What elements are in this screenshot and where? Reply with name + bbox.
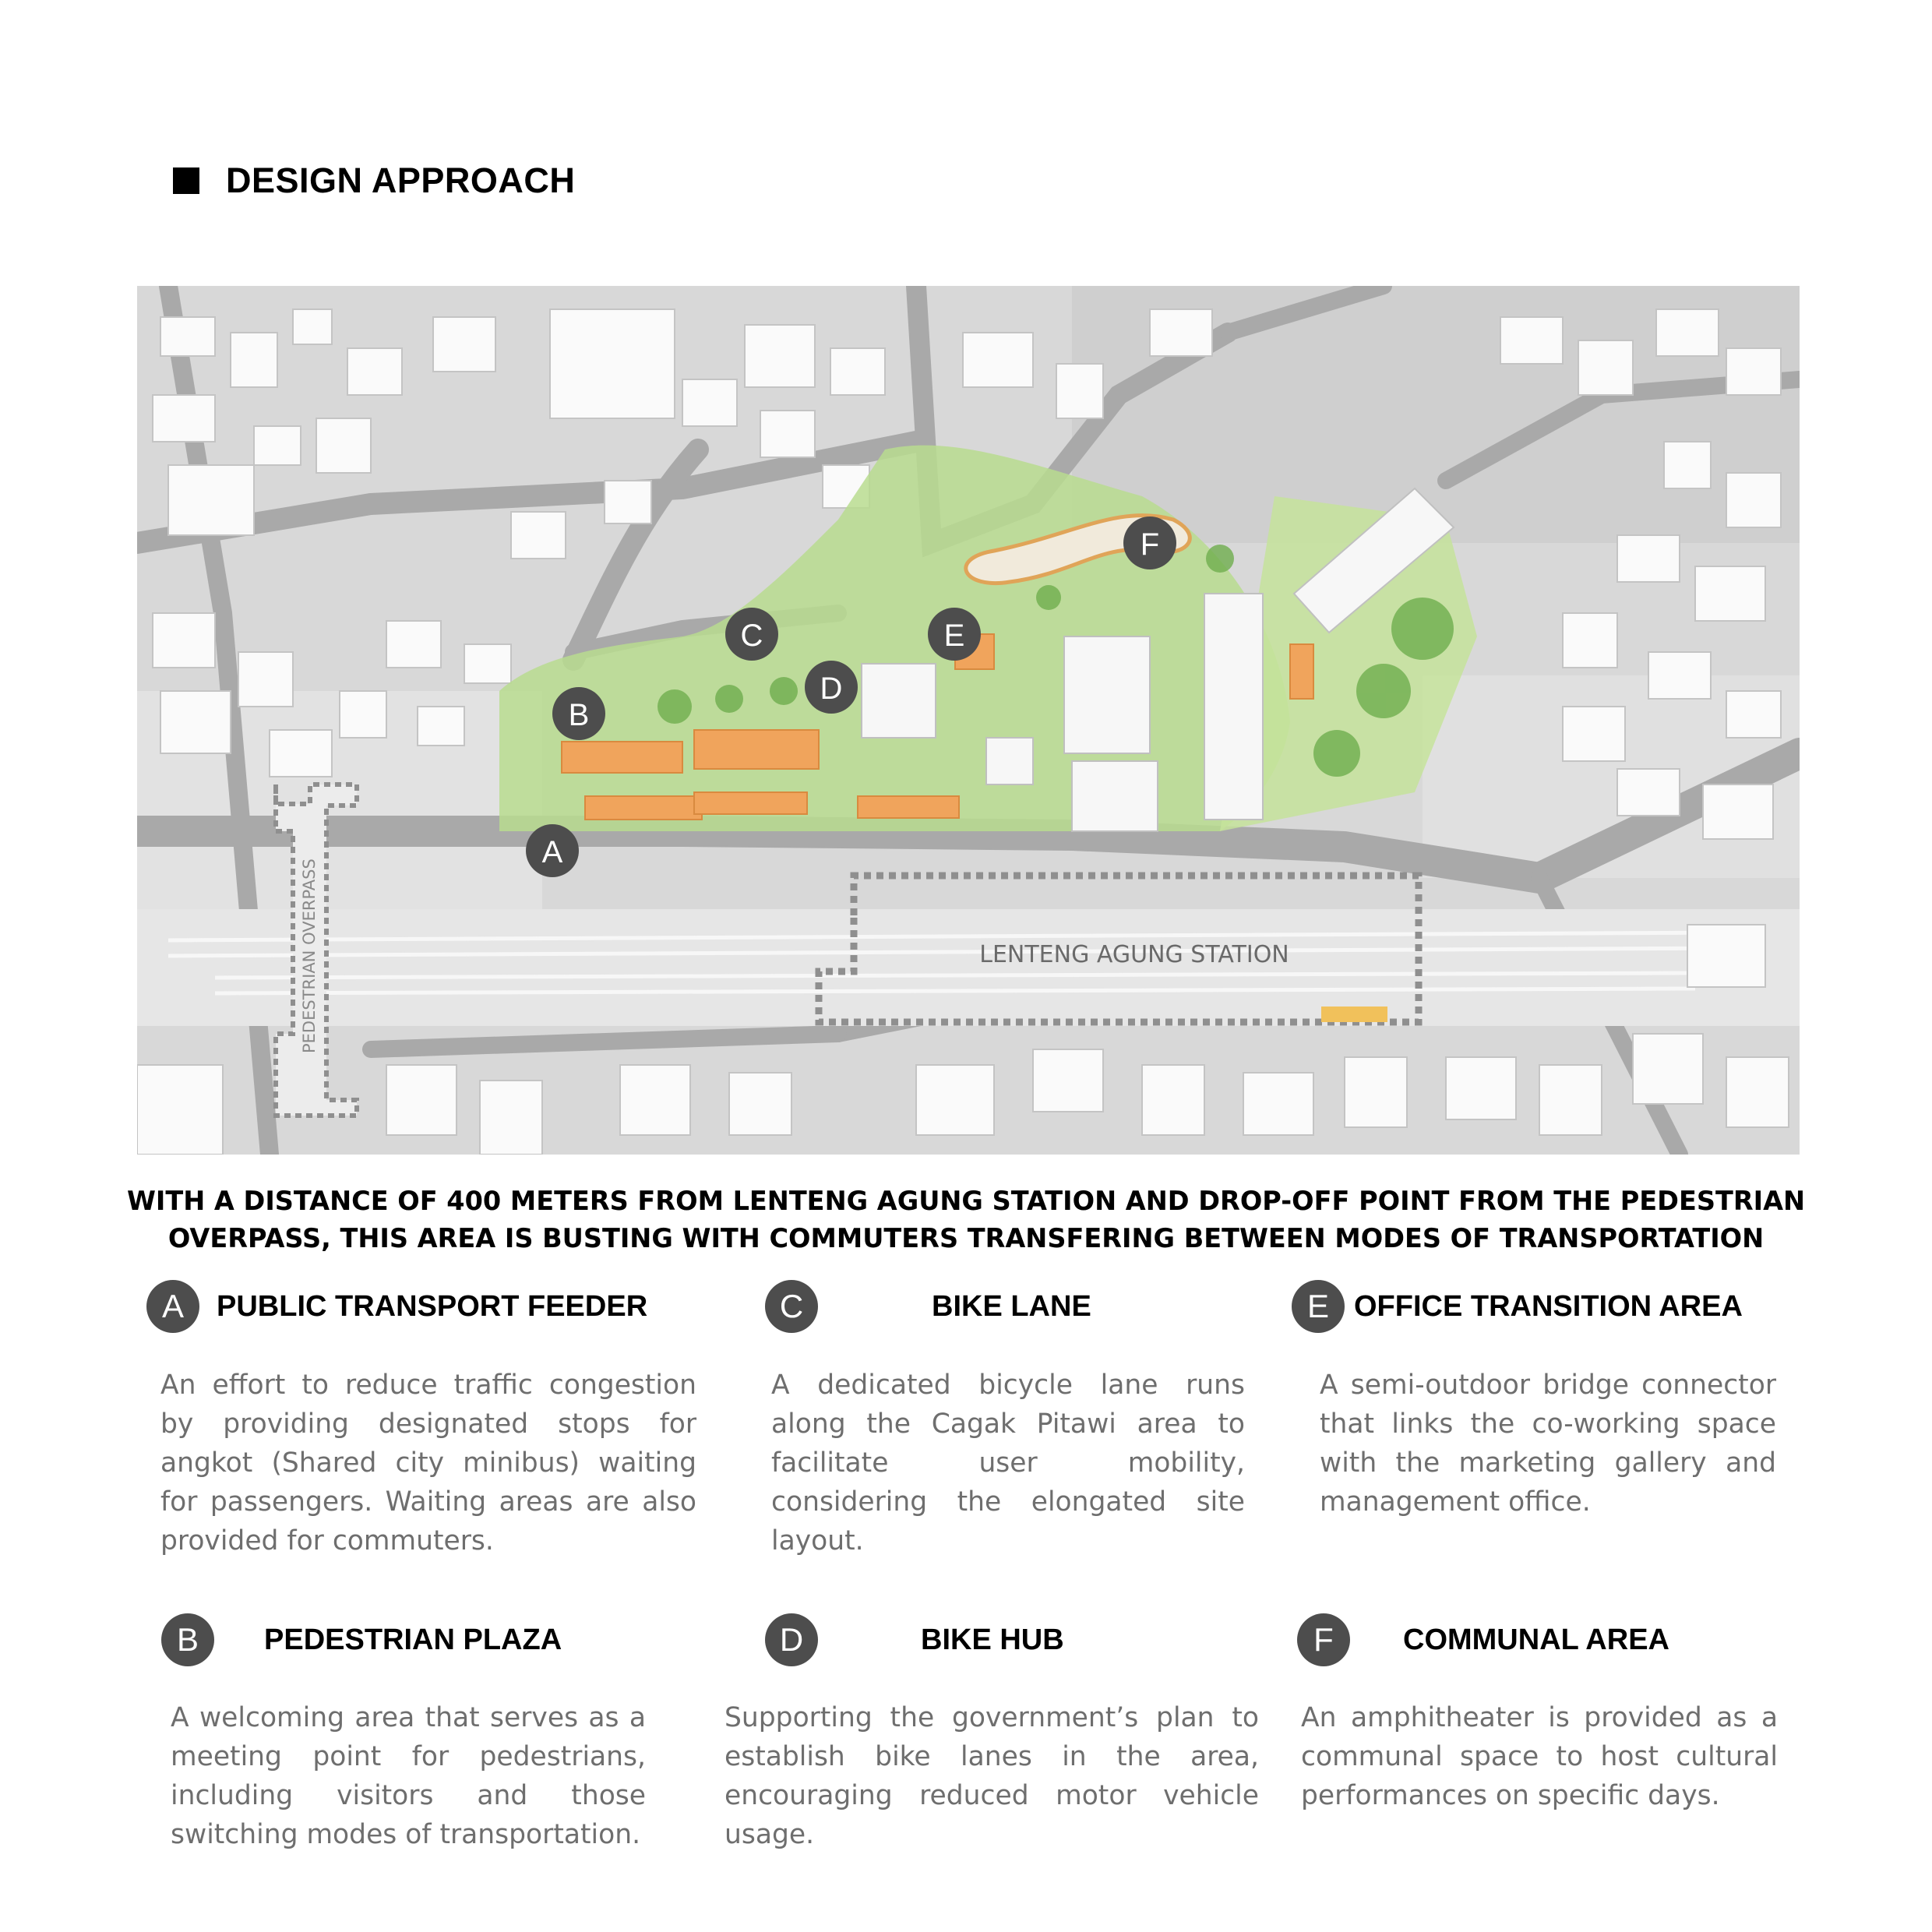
section-f-body: An amphitheater is provided as a communal space to host cultural performances on specific days. bbox=[1301, 1702, 1778, 1811]
section-e-badge: E bbox=[1292, 1280, 1345, 1333]
marker-f bbox=[1123, 516, 1176, 569]
overpass-label: PEDESTRIAN OVERPASS bbox=[300, 858, 319, 1053]
section-e-body: A semi-outdoor bridge connector that links the co-working space with the marketing gallery and management office. bbox=[1320, 1370, 1776, 1518]
section-b-badge: B bbox=[161, 1613, 214, 1666]
section-c-header bbox=[765, 1280, 1091, 1333]
marker-b-label: B bbox=[568, 698, 590, 732]
marker-d bbox=[805, 661, 858, 714]
marker-a-label: A bbox=[541, 835, 563, 869]
section-c-title: BIKE LANE bbox=[932, 1289, 1091, 1323]
marker-b bbox=[552, 687, 605, 740]
map-caption: WITH A DISTANCE OF 400 METERS FROM LENTENG AGUNG STATION AND DROP-OFF POINT FROM THE PEDESTRIAN OVERPASS, THIS AREA IS BUSTING WITH COMMUTERS TRANSFERING BETWEEN MODES OF TRANSPORTATION bbox=[126, 1186, 1806, 1253]
section-a-header bbox=[146, 1280, 647, 1333]
page-title: DESIGN APPROACH bbox=[226, 160, 576, 200]
station-label: LENTENG AGUNG STATION bbox=[979, 941, 1289, 968]
marker-e bbox=[928, 608, 981, 661]
marker-a bbox=[526, 824, 579, 877]
section-f-badge: F bbox=[1297, 1613, 1350, 1666]
section-f-header bbox=[1297, 1613, 1669, 1666]
marker-c-label: C bbox=[740, 619, 763, 653]
section-b-title: PEDESTRIAN PLAZA bbox=[264, 1623, 562, 1656]
section-d-title: BIKE HUB bbox=[921, 1623, 1064, 1656]
section-e-title: OFFICE TRANSITION AREA bbox=[1354, 1289, 1743, 1323]
section-d-header bbox=[765, 1613, 1064, 1666]
marker-f-label: F bbox=[1140, 527, 1160, 562]
section-c-badge: C bbox=[765, 1280, 818, 1333]
section-c-body: A dedicated bicycle lane runs along the Cagak Pitawi area to facilitate user mobility, considering the elongated site layout. bbox=[771, 1370, 1245, 1557]
square-bullet-icon bbox=[173, 167, 199, 194]
site-plan-map bbox=[137, 286, 1800, 1155]
section-b-body: A welcoming area that serves as a meeting point for pedestrians, including visitors and those switching modes of transportation. bbox=[171, 1702, 646, 1850]
section-d-badge: D bbox=[765, 1613, 818, 1666]
section-heading bbox=[173, 160, 575, 201]
marker-d-label: D bbox=[820, 672, 843, 706]
section-f-title: COMMUNAL AREA bbox=[1403, 1623, 1669, 1656]
marker-c bbox=[725, 608, 778, 661]
section-a-title: PUBLIC TRANSPORT FEEDER bbox=[217, 1289, 648, 1323]
section-d-body: Supporting the government’s plan to establish bike lanes in the area, encouraging reduced motor vehicle usage. bbox=[724, 1702, 1259, 1850]
marker-e-label: E bbox=[943, 619, 965, 653]
section-e-header bbox=[1292, 1280, 1743, 1333]
section-a-badge: A bbox=[146, 1280, 199, 1333]
section-b-header bbox=[161, 1613, 562, 1666]
section-a-body: An effort to reduce traffic congestion by providing designated stops for angkot (Shared city minibus) waiting for passengers. Waiting areas are also provided for commuters. bbox=[160, 1370, 696, 1557]
